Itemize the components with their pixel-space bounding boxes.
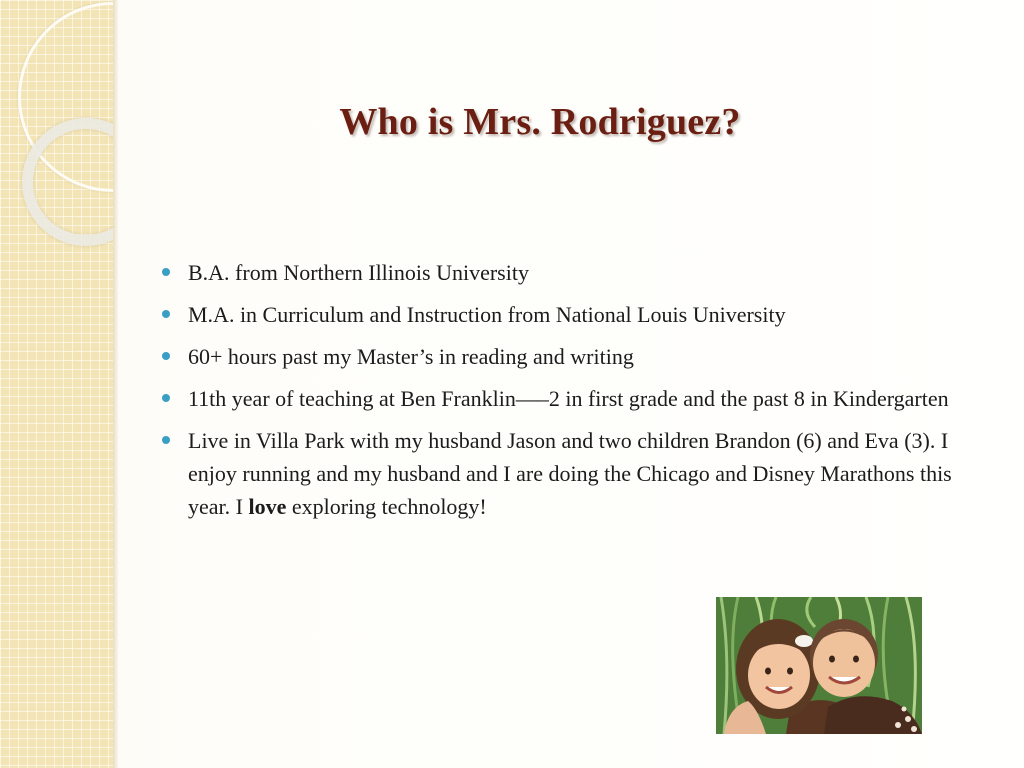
bullet-text: B.A. from Northern Illinois University: [188, 260, 529, 285]
bullet-item-education-ba: [160, 256, 980, 289]
bullet-dot-icon: [162, 394, 170, 402]
bullet-text-bold: love: [248, 494, 287, 519]
slide-title: Who is Mrs. Rodriguez?: [339, 101, 741, 143]
bullet-text-after: exploring technology!: [286, 494, 487, 519]
bullet-list: [160, 256, 980, 532]
bullet-dot-icon: [162, 310, 170, 318]
bullet-text: 60+ hours past my Master’s in reading and writing: [188, 344, 634, 369]
bullet-text: M.A. in Curriculum and Instruction from National Louis University: [188, 302, 786, 327]
bullet-dot-icon: [162, 436, 170, 444]
bullet-text-before: Live in Villa Park with my husband Jason and two children Brandon (6) and Eva (3). I enjoy running and my husband and I are doing the Chicago and Disney Marathons this year. I: [188, 428, 952, 519]
bullet-text: 11th year of teaching at Ben Franklin—–2 in first grade and the past 8 in Kindergarten: [188, 386, 949, 411]
bullet-dot-icon: [162, 352, 170, 360]
bullet-item-teaching-years: [160, 382, 980, 415]
children-photo: [716, 597, 922, 734]
bullet-dot-icon: [162, 268, 170, 276]
side-band-edge: [113, 0, 119, 768]
bullet-item-extra-hours: [160, 340, 980, 373]
decorative-side-band: [0, 0, 113, 768]
bullet-item-family: [160, 424, 980, 523]
bullet-item-education-ma: [160, 298, 980, 331]
